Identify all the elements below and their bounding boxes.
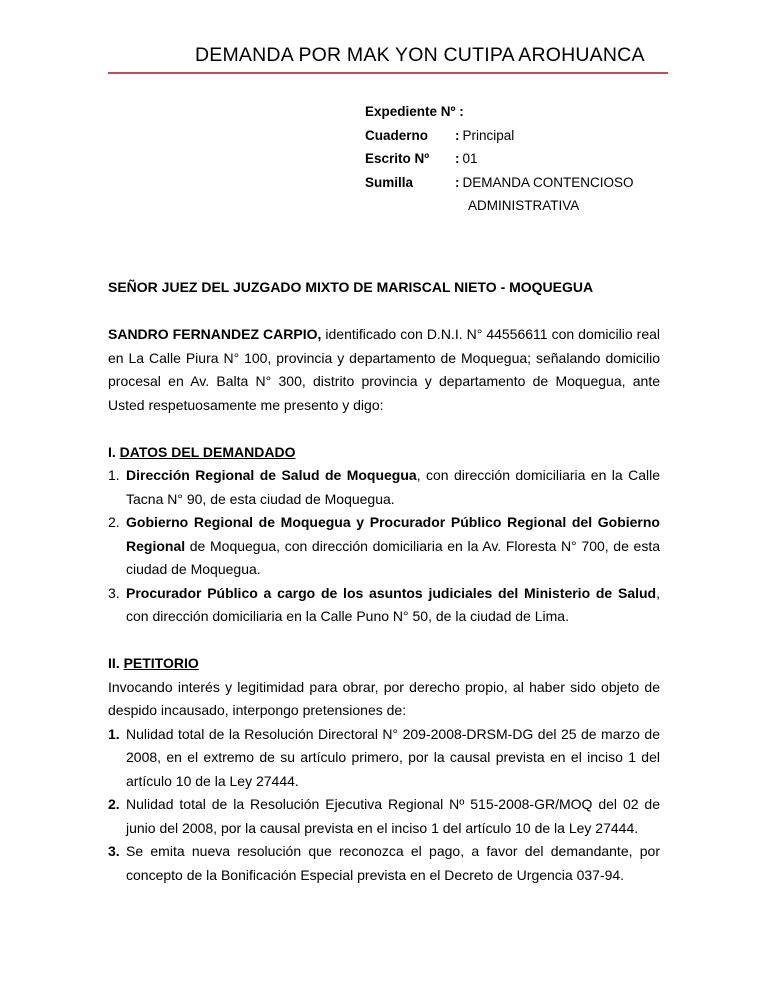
expediente-row	[365, 104, 634, 128]
list-item	[108, 464, 660, 511]
list-number: 3.	[108, 843, 120, 859]
addressee: SEÑOR JUEZ DEL JUZGADO MIXTO DE MARISCAL NIETO - MOQUEGUA	[108, 279, 594, 295]
sumilla-row-cont	[365, 198, 634, 222]
cuaderno-value: Principal	[462, 127, 515, 143]
section-2-heading	[108, 652, 660, 676]
escrito-label: Escrito Nº	[365, 151, 430, 166]
list-item	[108, 582, 660, 629]
defendant-name: Procurador Público a cargo de los asuntos judiciales del Ministerio de Salud	[126, 584, 657, 601]
expediente-label: Expediente Nº :	[365, 104, 464, 119]
cuaderno-row	[365, 128, 634, 152]
list-number: 2.	[108, 514, 120, 530]
document-body	[108, 276, 660, 887]
section-1-prefix: I.	[108, 443, 120, 460]
list-item	[108, 793, 660, 840]
list-number: 2.	[108, 796, 120, 812]
document-header-title: DEMANDA POR MAK YON CUTIPA AROHUANCA	[195, 44, 645, 66]
case-metadata	[365, 104, 634, 222]
defendant-detail: , con dirección domiciliaria en la Calle Tacna N° 90, de esta ciudad de Moquegua.	[126, 467, 660, 507]
claim-text: Nulidad total de la Resolución Directoral N° 209-2008-DRSM-DG del 25 de marzo de 2008, en el extremo de su artículo primero, por la causal prevista en el inciso 1 del artículo 10 de la Ley 27444.	[126, 725, 660, 789]
claim-text: Se emita nueva resolución que reconozca el pago, a favor del demandante, por concepto de la Bonificación Especial prevista en el Decreto de Urgencia 037-94.	[126, 843, 660, 883]
section-2-prefix: II.	[108, 655, 124, 671]
list-number: 1.	[108, 725, 120, 742]
list-item	[108, 723, 660, 794]
defendant-detail: , con dirección domiciliaria en la Calle Puno N° 50, de la ciudad de Lima.	[126, 584, 660, 624]
header-divider	[108, 72, 668, 74]
cuaderno-colon: :	[455, 127, 460, 143]
sumilla-colon: :	[455, 174, 460, 190]
plaintiff-name: SANDRO FERNANDEZ CARPIO,	[108, 326, 322, 342]
sumilla-value-line1: DEMANDA CONTENCIOSO	[462, 174, 634, 190]
defendant-name: Dirección Regional de Salud de Moquegua	[126, 467, 417, 483]
sumilla-value-line2: ADMINISTRATIVA	[468, 198, 580, 213]
intro-paragraph	[108, 323, 660, 417]
section-1-heading	[108, 441, 660, 465]
sumilla-label: Sumilla	[365, 174, 414, 190]
section-1-title: DATOS DEL DEMANDADO	[119, 443, 296, 460]
escrito-value: 01	[462, 151, 478, 166]
claim-text: Nulidad total de la Resolución Ejecutiva Regional Nº 515-2008-GR/MOQ del 02 de junio del 2008, por la causal prevista en el inciso 1 del artículo 10 de la Ley 27444.	[126, 796, 660, 836]
section-2-title: PETITORIO	[123, 655, 199, 671]
list-item	[108, 511, 660, 582]
list-number: 3.	[108, 584, 120, 601]
list-number: 1.	[108, 467, 120, 483]
petitorio-intro: Invocando interés y legitimidad para obrar, por derecho propio, al haber sido objeto de despido incausado, interpongo pretensiones de:	[108, 678, 660, 718]
claims-list	[108, 723, 660, 888]
escrito-row	[365, 151, 634, 175]
defendant-name: Gobierno Regional de Moquegua y Procurador Público Regional del Gobierno Regional	[126, 514, 660, 554]
cuaderno-label: Cuaderno	[365, 127, 429, 143]
defendants-list	[108, 464, 660, 629]
list-item	[108, 840, 660, 887]
defendant-detail: de Moquegua, con dirección domiciliaria en la Av. Floresta N° 700, de esta ciudad de Moquegua.	[126, 537, 660, 577]
sumilla-row	[365, 175, 634, 199]
intro-text: identificado con D.N.I. N° 44556611 con domicilio real en La Calle Piura N° 100, provincia y departamento de Moquegua; señalando domicilio procesal en Av. Balta N° 300, distrito provincia y departamento de Moquegua, ante Usted respetuosamente me presento y digo:	[108, 326, 660, 413]
escrito-colon: :	[455, 151, 460, 166]
